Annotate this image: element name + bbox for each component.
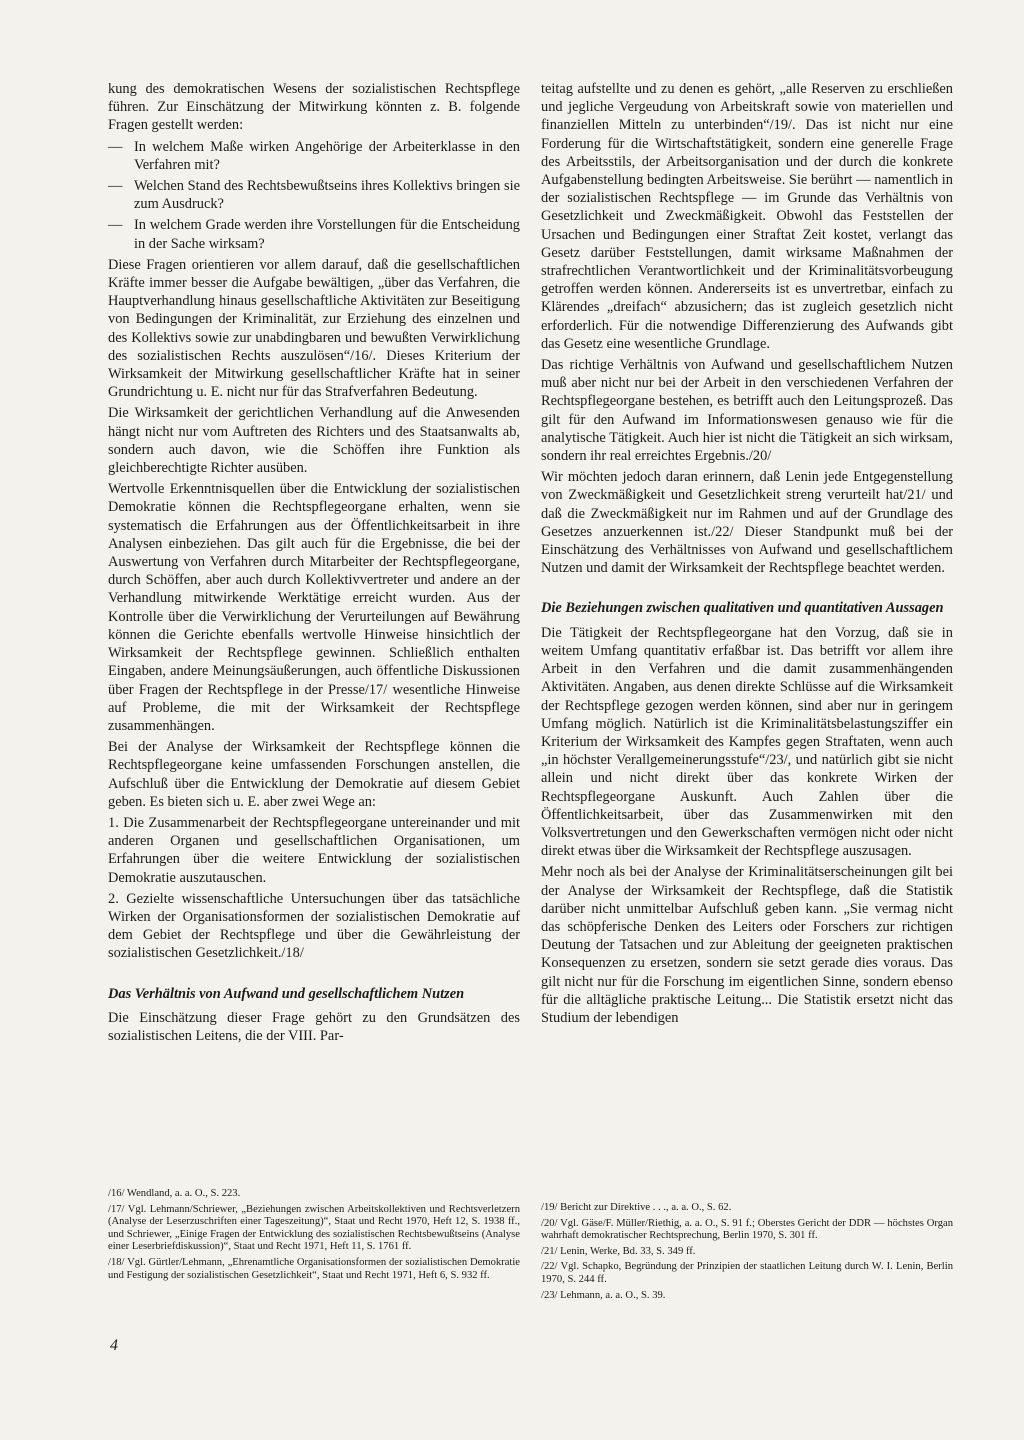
question-text: In welchem Maße wirken Angehörige der Arbeiterklasse in den Verfahren mit?	[134, 138, 520, 173]
question-text: In welchem Grade werden ihre Vorstellungen für die Entscheidung in der Sache wirksam?	[134, 217, 520, 252]
question-item	[108, 138, 520, 174]
footnote: /20/ Vgl. Gäse/F. Müller/Riethig, a. a. O., S. 91 f.; Oberstes Gericht der DDR — höchstes Organ wahrhaft demokratischer Rechtsprechung, Berlin 1970, S. 301 ff.	[541, 1217, 953, 1242]
paragraph: Bei der Analyse der Wirksamkeit der Rechtspflege können die Rechtspflegeorgane keine umfassenden Forschungen anstellen, die Aufschluß über die Entwicklung der Demokratie auf diesem Gebiet geben. Es bieten sich u. E. aber zwei Wege an:	[108, 739, 520, 810]
paragraph: Die Wirksamkeit der gerichtlichen Verhandlung auf die Anwesenden hängt nicht nur vom Auftreten des Richters und des Staatsanwalts ab, sondern auch davon, wie die Schöffen ihre Funktion als gleichberechtigte Richter ausüben.	[108, 405, 520, 477]
dash-marker: —	[108, 217, 123, 234]
paragraph: teitag aufstellte und zu denen es gehört, „alle Reserven zu erschließen und jegliche Vergeudung von Arbeitskraft sowie von materiellen und finanziellen Mitteln zu unterbinden“/19/. Das ist nicht nur eine Forderung für die Wirtschaftstätigkeit, sondern eine generelle Frage des Arbeitsstils, der Arbeitsorganisation und der durch die konkrete Aufgabenstellung bedingten Arbeitsweise. Sie berührt — namentlich in der sozialistischen Rechtspflege — im Grunde das Verhältnis von Gesetzlichkeit und Zweckmäßigkeit. Obwohl das Feststellen der Ursachen und Bedingungen einer Straftat Zeit kostet, verlangt das Gesetz darüber Feststellungen, damit wirksame Maßnahmen der strafrechtlichen Verantwortlichkeit und der Kriminalitätsvorbeugung getroffen werden können. Andererseits ist es unvertretbar, einfach zu Klärendes „dreifach“ abzusichern; das ist zugleich gesetzlich nicht erforderlich. Für die notwendige Differenzierung des Aufwands gibt das Gesetz eine wesentliche Grundlage.	[541, 81, 953, 352]
section-heading: Das Verhältnis von Aufwand und gesellschaftlichem Nutzen	[108, 985, 465, 1002]
footnotes-left	[108, 1188, 520, 1285]
footnote: /22/ Vgl. Schapko, Begründung der Prinzipien der staatlichen Leitung durch W. I. Lenin, Berlin 1970, S. 244 ff.	[541, 1261, 953, 1285]
paragraph: Wir möchten jedoch daran erinnern, daß Lenin jede Entgegenstellung von Zweckmäßigkeit und Gesetzlichkeit streng verurteilt hat/21/ und daß die Zweckmäßigkeit nur im Rahmen und auf der Grundlage des Gesetzes anzuerkennen ist./22/ Dieser Standpunkt muß bei der Einschätzung des Verhältnisses von Aufwand und gesellschaftlichem Nutzen und damit der Wirksamkeit der Rechtspflege beachtet werden.	[541, 469, 953, 577]
question-text: Welchen Stand des Rechtsbewußtseins ihres Kollektivs bringen sie zum Ausdruck?	[134, 178, 520, 213]
left-column	[108, 80, 520, 1048]
footnotes-right	[541, 1202, 953, 1305]
page-number: 4	[110, 1337, 118, 1354]
question-item	[108, 177, 520, 213]
dash-marker: —	[108, 138, 123, 155]
paragraph: Die Tätigkeit der Rechtspflegeorgane hat den Vorzug, daß sie in weitem Umfang quantitativ erfaßbar ist. Das betrifft vor allem ihre Arbeit in den Verfahren und die damit zusammenhängenden Aktivitäten. Angaben, aus denen direkte Schlüsse auf die Wirksamkeit der Rechtspflege gezogen werden können, sind aber nur in geringem Umfang möglich. Natürlich ist die Kriminalitätsbelastungsziffer ein Kriterium der Wirksamkeit des Kampfes gegen Straftaten, wenn auch „in höchster Verallgemeinerungsstufe“/23/, und natürlich gibt sie nicht allein und nicht direkt über das konkrete Wirken der Rechtspflegeorgane Auskunft. Auch Zahlen über die Öffentlichkeitsarbeit, über das Zusammenwirken mit den Volksvertretungen und den Gewerkschaften vermögen nicht oder nicht direkt etwas über die Wirksamkeit der Rechtspflege auszusagen.	[541, 624, 953, 860]
numbered-item: 1. Die Zusammenarbeit der Rechtspflegeorgane untereinander und mit anderen Organen und gesellschaftlichen Organisationen, um Erfahrungen über die weitere Entwicklung der sozialistischen Demokratie auszutauschen.	[108, 814, 520, 886]
section-heading: Die Beziehungen zwischen qualitativen und quantitativen Aussagen	[541, 600, 944, 617]
footnote: /23/ Lehmann, a. a. O., S. 39.	[541, 1289, 666, 1301]
paragraph: Wertvolle Erkenntnisquellen über die Entwicklung der sozialistischen Demokratie können die Rechtspflegeorgane erhalten, wenn sie systematisch die Erfahrungen aus der Öffentlichkeitsarbeit in ihre Analysen einbeziehen. Das gilt auch für die Ergebnisse, die bei der Auswertung von Verfahren durch Mitarbeiter der Rechtspflegeorgane, durch Schöffen, aber auch durch Kollektivvertreter und andere an der Verhandlung mitwirkende Werktätige erreicht wurden. Aus der Kontrolle über die Verwirklichung der Verurteilungen auf Bewährung können die Gerichte ebenfalls wertvolle Hinweise hinsichtlich der Wirksamkeit der Rechtspflege gewinnen. Schließlich enthalten Eingaben, andere Meinungsäußerungen, auch öffentliche Diskussionen über Fragen der Rechtspflege in der Presse/17/ wesentliche Hinweise auf Probleme, die mit der Wirksamkeit der Rechtspflege zusammenhängen.	[108, 481, 520, 734]
footnote: /18/ Vgl. Gürtler/Lehmann, „Ehrenamtliche Organisationsformen der sozialistischen Demokratie und Festigung der sozialistischen Gesetzlichkeit“, Staat und Recht 1971, Heft 6, S. 932 ff.	[108, 1256, 520, 1281]
numbered-item: 2. Gezielte wissenschaftliche Untersuchungen über das tatsächliche Wirken der Organisationsformen der sozialistischen Demokratie auf dem Gebiet der Rechtspflege und über die Gewährleistung der sozialistischen Gesetzlichkeit./18/	[108, 890, 520, 962]
footnote: /21/ Lenin, Werke, Bd. 33, S. 349 ff.	[541, 1245, 696, 1257]
paragraph: kung des demokratischen Wesens der sozialistischen Rechtspflege führen. Zur Einschätzung der Mitwirkung könnten z. B. folgende Fragen gestellt werden:	[108, 81, 520, 134]
paragraph: Die Einschätzung dieser Frage gehört zu den Grundsätzen des sozialistischen Leitens, die der VIII. Par-	[108, 1009, 520, 1044]
footnote: /16/ Wendland, a. a. O., S. 223.	[108, 1188, 241, 1199]
paragraph: Das richtige Verhältnis von Aufwand und gesellschaftlichem Nutzen muß aber nicht nur bei der Arbeit in den verschiedenen Verfahren der Rechtspflegeorgane bestehen, es betrifft auch den Leitungsprozeß. Das gilt für den Aufwand im Informationswesen genauso wie für die analytische Tätigkeit. Auch hier ist nicht die Tätigkeit an sich wirksam, sondern ihr real erreichtes Ergebnis./20/	[541, 357, 953, 465]
footnote: /17/ Vgl. Lehmann/Schriewer, „Beziehungen zwischen Arbeitskollektiven und Rechtsverletzern (Analyse der Leserzuschriften einer Tageszeitung)“, Staat und Recht 1970, Heft 12, S. 1938 ff., und Schriewer, „Einige Fragen der Entwicklung des sozialistischen Rechtsbewußtseins (Analyse einer Leserbriefdiskussion)“, Staat und Recht 1971, Heft 11, S. 1761 ff.	[108, 1203, 520, 1253]
dash-marker: —	[108, 178, 123, 195]
footnote: /19/ Bericht zur Direktive . . ., a. a. O., S. 62.	[541, 1202, 732, 1213]
paragraph: Mehr noch als bei der Analyse der Kriminalitätserscheinungen gilt bei der Analyse der Wirksamkeit der Rechtspflege, daß die Statistik darüber nicht unmittelbar Aufschluß geben kann. „Sie vermag nicht das schöpferische Denken des Leiters oder Forschers zur richtigen Deutung der Tatsachen und zur Ableitung der geeigneten praktischen Konsequenzen zu ersetzen, sondern sie setzt gerade dies voraus. Das gilt nicht nur für die Forschung im eigentlichen Sinne, sondern ebenso für die alltägliche praktische Leitung... Die Statistik ersetzt nicht das Studium der lebendigen	[541, 864, 953, 1026]
question-item	[108, 216, 520, 252]
paragraph: Diese Fragen orientieren vor allem darauf, daß die gesellschaftlichen Kräfte immer besser die Aufgabe bewältigen, „über das Verfahren, die Hauptverhandlung hinaus gesellschaftliche Aktivitäten zur Beseitigung von Bedingungen der Kriminalität, zur Erziehung des einzelnen und des Kollektivs sowie zur unabdingbaren und bewußten Verwirklichung des sozialistischen Rechts auszulösen“/16/. Dieses Kriterium der Wirksamkeit der Mitwirkung gesellschaftlicher Kräfte hat in seiner Grundrichtung u. E. nicht nur für das Strafverfahren Bedeutung.	[108, 256, 520, 401]
right-column	[541, 80, 953, 1030]
